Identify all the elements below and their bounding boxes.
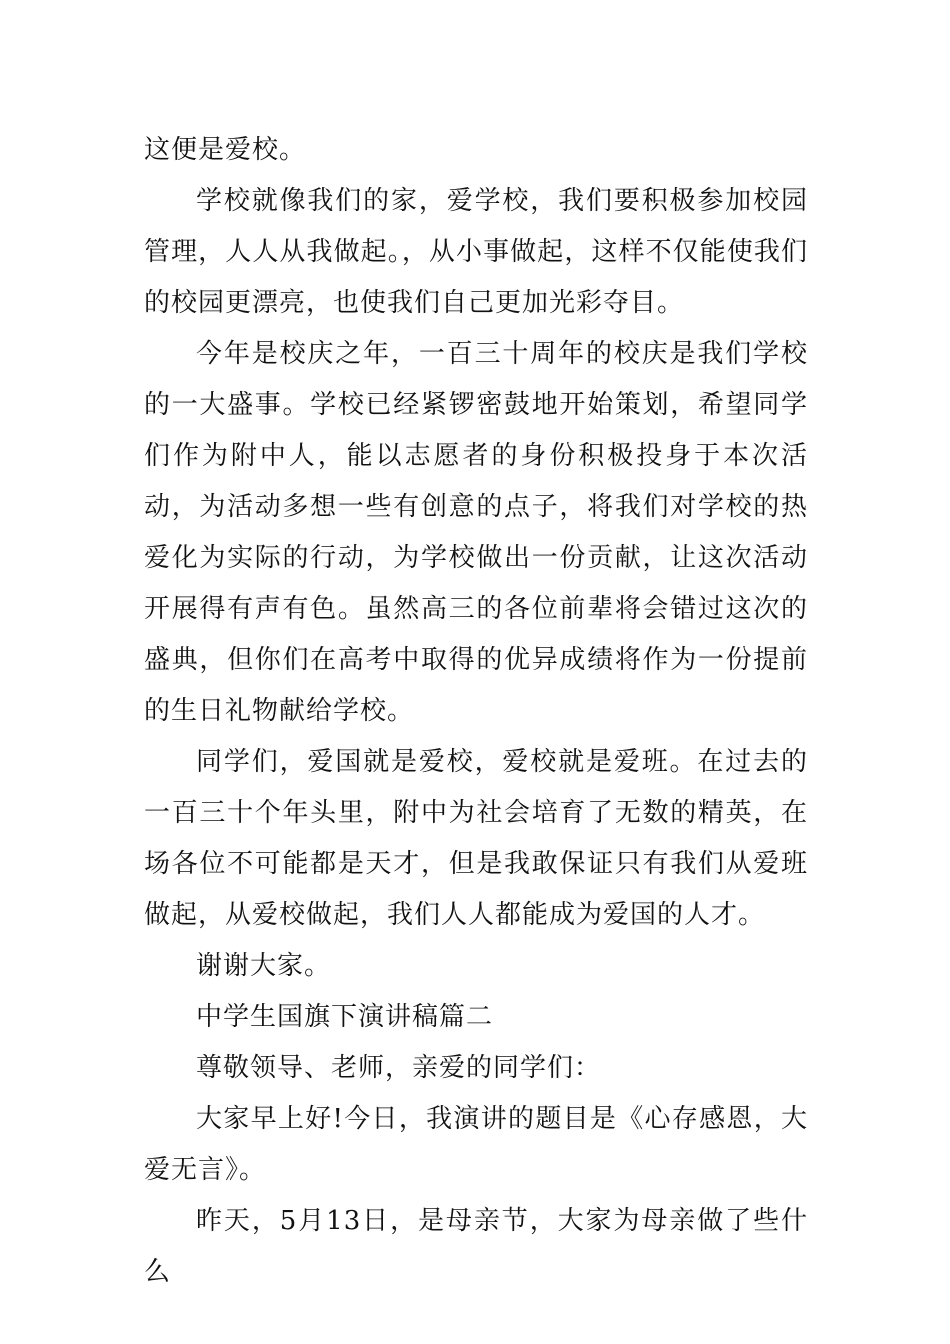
document-body xyxy=(144,125,808,1298)
paragraph-7: 昨天，5月13日，是母亲节，大家为母亲做了些什么 xyxy=(144,1206,808,1287)
paragraph-4: 同学们，爱国就是爱校，爱校就是爱班。在过去的一百三十个年头里，附中为社会培育了无数的精英，在场各位不可能都是天才，但是我敢保证只有我们从爱班做起，从爱校做起，我们人人都能成为爱国的人才。 xyxy=(144,747,808,930)
salutation: 尊敬领导、老师，亲爱的同学们： xyxy=(196,1053,602,1083)
section-heading: 中学生国旗下演讲稿篇二 xyxy=(196,1002,494,1032)
paragraph-5: 谢谢大家。 xyxy=(196,951,332,981)
paragraph-3: 今年是校庆之年，一百三十周年的校庆是我们学校的一大盛事。学校已经紧锣密鼓地开始策划，希望同学们作为附中人，能以志愿者的身份积极投身于本次活动，为活动多想一些有创意的点子，将我们对学校的热爱化为实际的行动，为学校做出一份贡献，让这次活动开展得有声有色。虽然高三的各位前辈将会错过这次的盛典，但你们在高考中取得的优异成绩将作为一份提前的生日礼物献给学校。 xyxy=(144,339,808,726)
paragraph-6: 大家早上好!今日，我演讲的题目是《心存感恩，大爱无言》。 xyxy=(144,1104,808,1185)
paragraph-2: 学校就像我们的家，爱学校，我们要积极参加校园管理，人人从我做起。，从小事做起，这样不仅能使我们的校园更漂亮，也使我们自己更加光彩夺目。 xyxy=(144,186,808,318)
paragraph-1: 这便是爱校。 xyxy=(144,135,307,165)
